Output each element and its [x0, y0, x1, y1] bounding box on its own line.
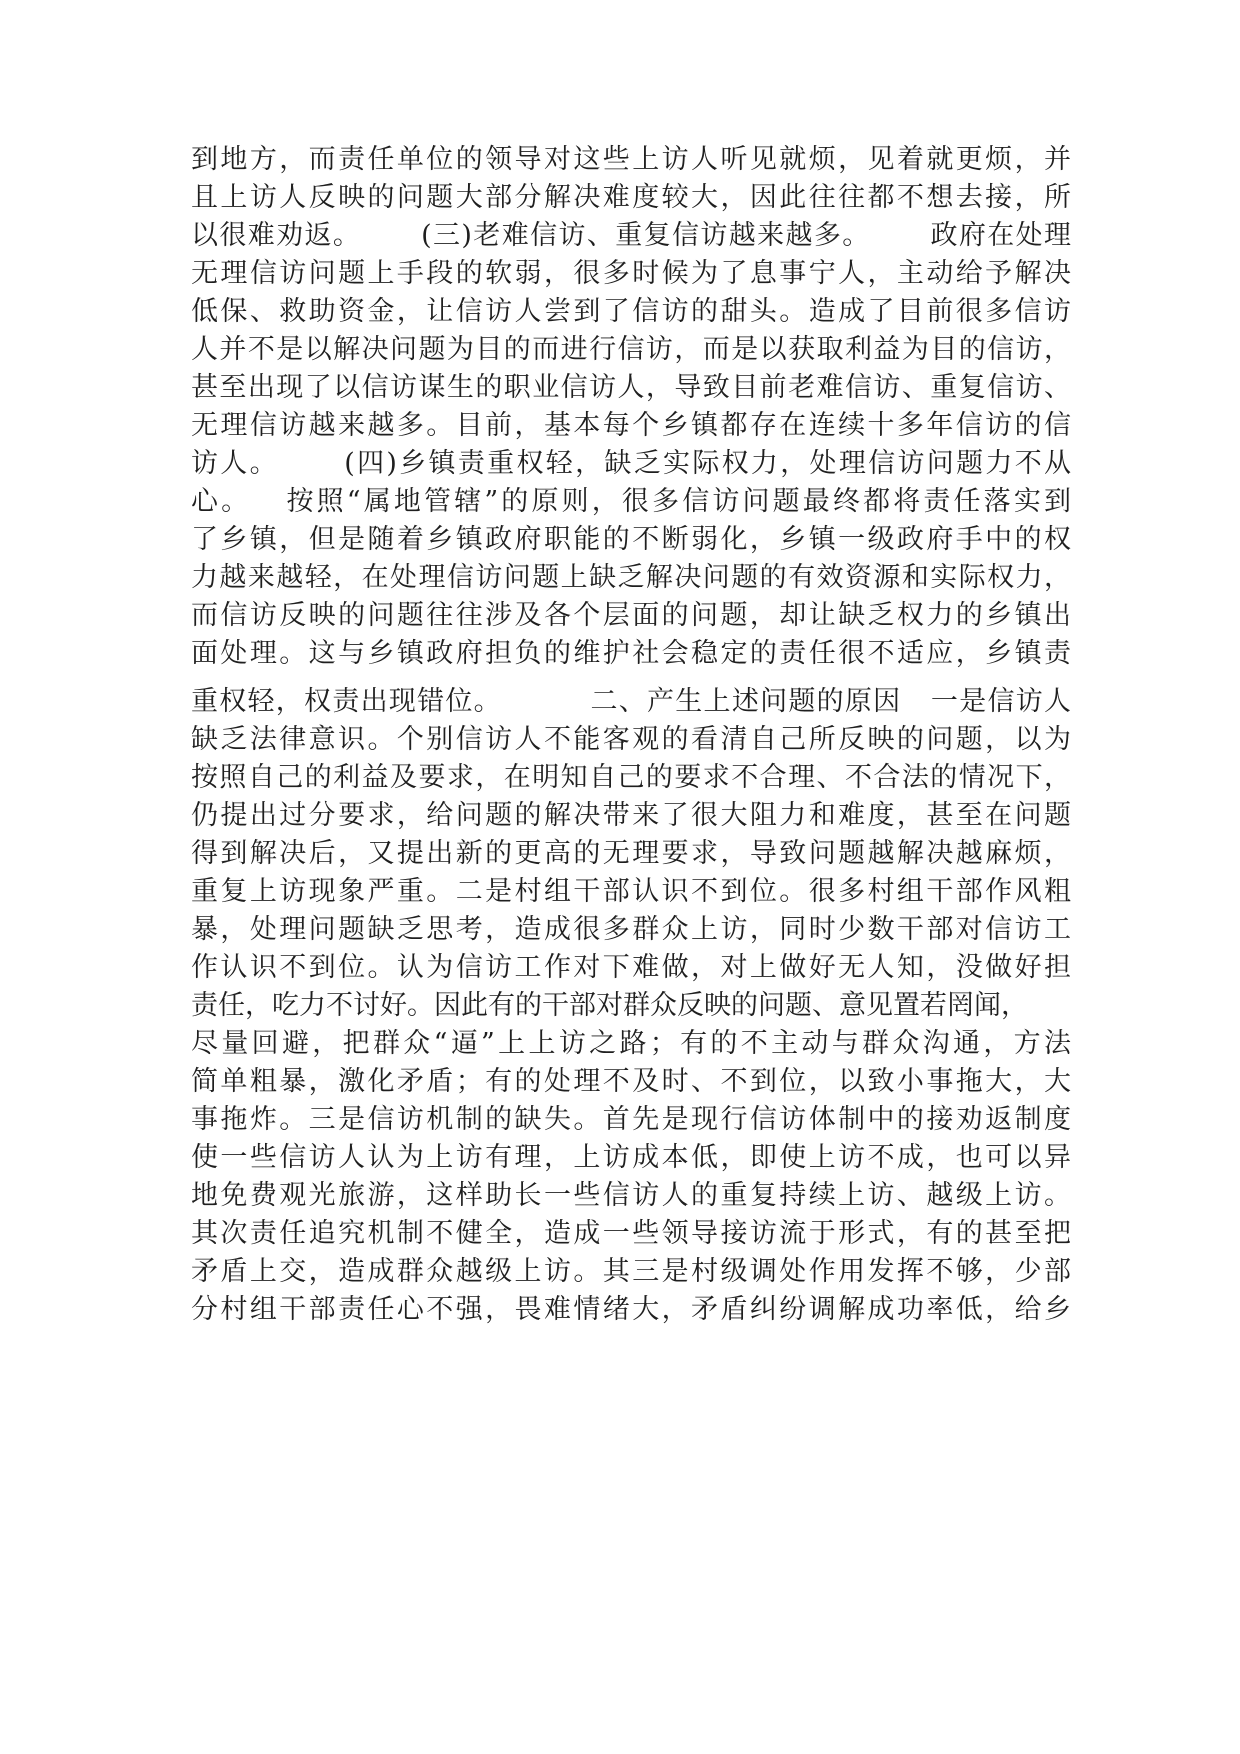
text-line: 矛盾上交，造成群众越级上访。其三是村级调处作用发挥不够，少部	[191, 1256, 1071, 1287]
line-gap	[191, 673, 1071, 683]
text-line: 其次责任追究机制不健全，造成一些领导接访流于形式，有的甚至把	[191, 1218, 1071, 1249]
text-line: 暴，处理问题缺乏思考，造成很多群众上访，同时少数干部对信访工	[191, 914, 1071, 945]
text-line: 地免费观光旅游，这样助长一些信访人的重复持续上访、越级上访。	[191, 1180, 1071, 1211]
text-line: 得到解决后，又提出新的更高的无理要求，导致问题越解决越麻烦，	[191, 838, 1071, 869]
text-line: 按照自己的利益及要求，在明知自己的要求不合理、不合法的情况下，	[191, 762, 1071, 793]
text-line: 无理信访问题上手段的软弱，很多时候为了息事宁人，主动给予解决	[191, 258, 1071, 289]
text-line: 仍提出过分要求，给问题的解决带来了很大阻力和难度，甚至在问题	[191, 800, 1071, 831]
text-line: 责任，吃力不讨好。因此有的干部对群众反映的问题、意见置若罔闻，	[191, 990, 1028, 1021]
text-line: 人并不是以解决问题为目的而进行信访，而是以获取利益为目的信访，	[191, 334, 1071, 365]
text-line: 低保、救助资金，让信访人尝到了信访的甜头。造成了目前很多信访	[191, 296, 1071, 327]
text-line: 重权轻，权责出现错位。 二、产生上述问题的原因 一是信访人	[191, 686, 1071, 717]
text-line: 了乡镇，但是随着乡镇政府职能的不断弱化，乡镇一级政府手中的权	[191, 524, 1071, 555]
text-line: 使一些信访人认为上访有理，上访成本低，即使上访不成，也可以异	[191, 1142, 1071, 1173]
text-line: 事拖炸。三是信访机制的缺失。首先是现行信访体制中的接劝返制度	[191, 1104, 1071, 1135]
text-line: 到地方，而责任单位的领导对这些上访人听见就烦，见着就更烦，并	[191, 144, 1071, 175]
text-line: 且上访人反映的问题大部分解决难度较大，因此往往都不想去接，所	[191, 182, 1071, 213]
text-line: 尽量回避，把群众“逼”上上访之路；有的不主动与群众沟通，方法	[191, 1028, 1071, 1059]
text-line: 重复上访现象严重。二是村组干部认识不到位。很多村组干部作风粗	[191, 876, 1071, 907]
text-line: 甚至出现了以信访谋生的职业信访人，导致目前老难信访、重复信访、	[191, 372, 1071, 403]
text-line: 以很难劝返。 (三)老难信访、重复信访越来越多。 政府在处理	[191, 220, 1071, 251]
text-line: 访人。 (四)乡镇责重权轻，缺乏实际权力，处理信访问题力不从	[191, 448, 1071, 479]
text-line: 力越来越轻，在处理信访问题上缺乏解决问题的有效资源和实际权力，	[191, 562, 1071, 593]
text-line: 简单粗暴，激化矛盾；有的处理不及时、不到位，以致小事拖大，大	[191, 1066, 1071, 1097]
text-line: 无理信访越来越多。目前，基本每个乡镇都存在连续十多年信访的信	[191, 410, 1071, 441]
text-line: 心。 按照“属地管辖”的原则，很多信访问题最终都将责任落实到	[191, 486, 1071, 517]
text-line: 缺乏法律意识。个别信访人不能客观的看清自己所反映的问题，以为	[191, 724, 1071, 755]
body-text	[191, 141, 1071, 1329]
text-line: 分村组干部责任心不强，畏难情绪大，矛盾纠纷调解成功率低，给乡	[191, 1294, 1071, 1325]
text-line: 面处理。这与乡镇政府担负的维护社会稳定的责任很不适应，乡镇责	[191, 638, 1071, 669]
text-line: 而信访反映的问题往往涉及各个层面的问题，却让缺乏权力的乡镇出	[191, 600, 1071, 631]
text-line: 作认识不到位。认为信访工作对下难做，对上做好无人知，没做好担	[191, 952, 1071, 983]
